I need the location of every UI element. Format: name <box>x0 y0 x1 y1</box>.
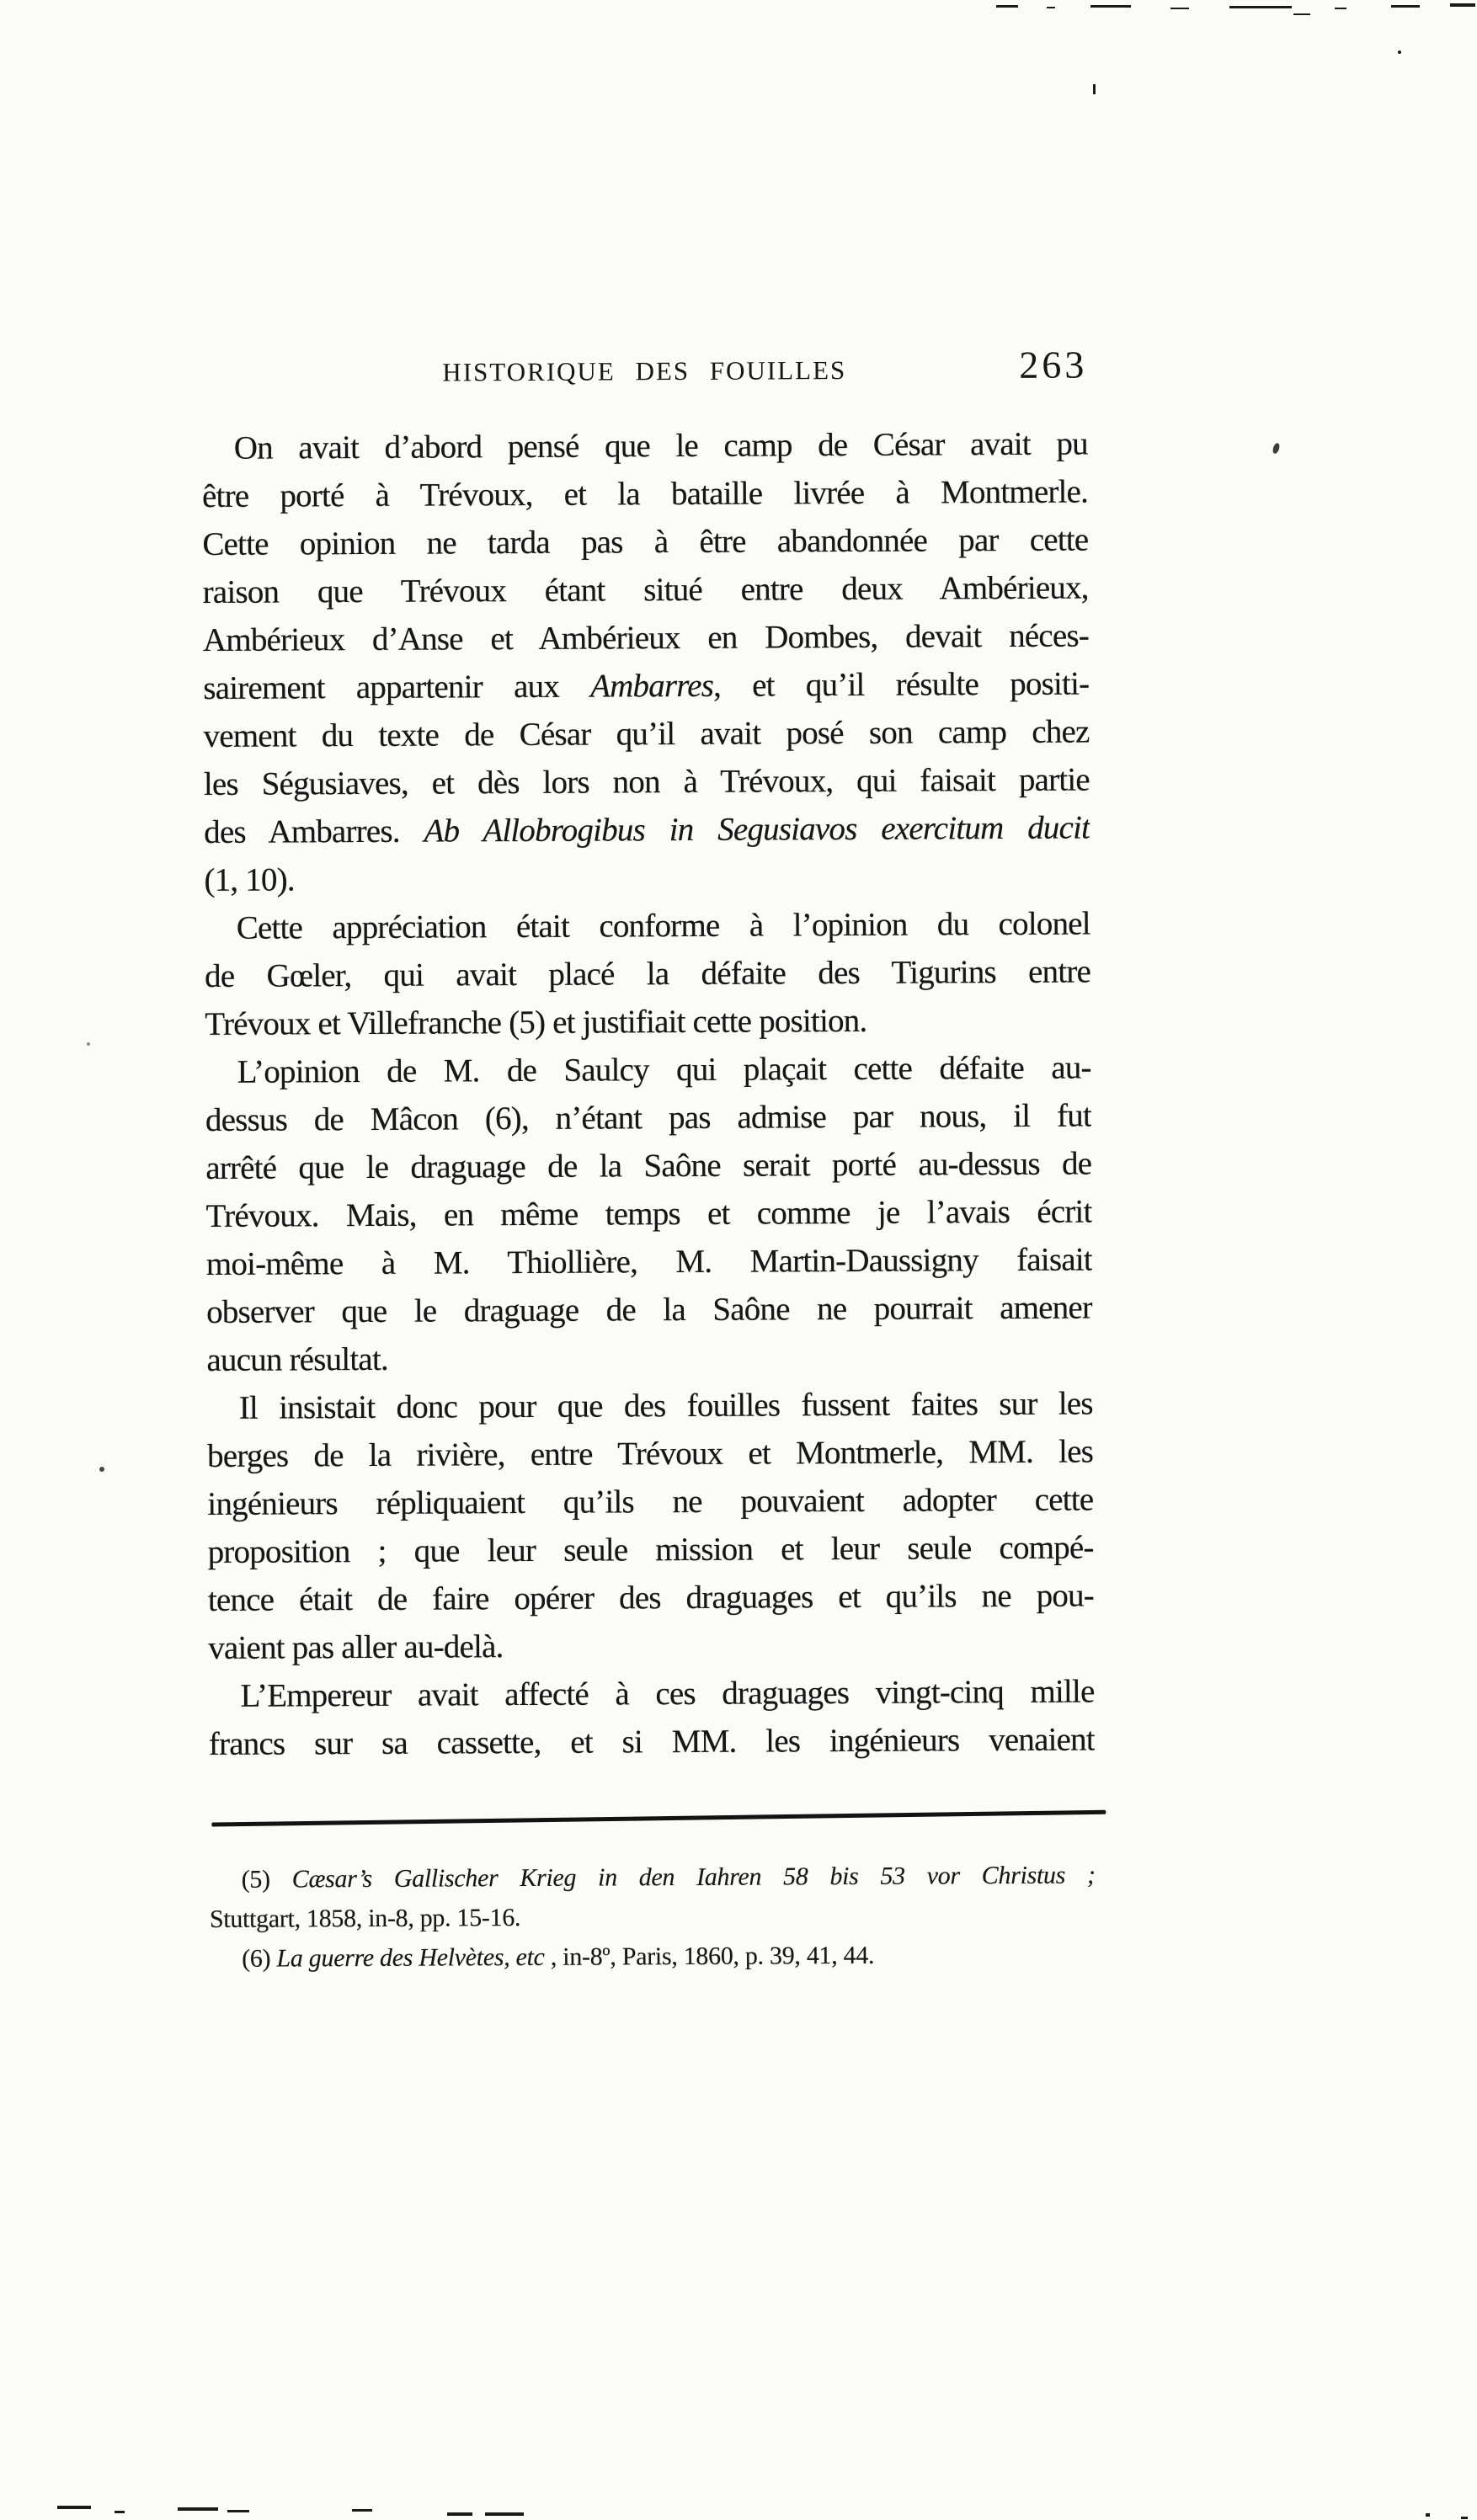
body-text <box>202 419 1095 1767</box>
text-run: Ambérieux d’Anse et Ambérieux en Dombes, devait néces- <box>202 617 1090 658</box>
text-run: raison que Trévoux étant situé entre deux Ambérieux, <box>202 569 1089 610</box>
text-run: Cette appréciation était conforme à l’opinion du colonel <box>236 905 1090 946</box>
scan-artifact <box>115 2511 125 2513</box>
scan-artifact <box>352 2509 372 2512</box>
text-run: francs sur sa cassette, et si MM. les ingénieurs venaient <box>208 1721 1095 1762</box>
scan-artifact <box>1391 5 1420 8</box>
scan-artifact <box>1229 6 1292 8</box>
text-line <box>204 803 1090 856</box>
text-line <box>202 419 1088 472</box>
footnotes <box>210 1855 1096 1979</box>
footnote-line <box>210 1855 1096 1899</box>
text-line <box>206 1331 1092 1384</box>
text-line <box>203 707 1089 760</box>
text-run: , in-8º, Paris, 1860, p. 39, 41, 44. <box>544 1941 875 1971</box>
text-run: (1, 10). <box>204 861 295 898</box>
page-content <box>200 0 1099 2520</box>
scan-artifact <box>1090 5 1131 8</box>
scan-artifact <box>57 2506 91 2509</box>
text-run: L’Empereur avait affecté à ces draguages vingt-cinq mille <box>240 1673 1095 1714</box>
text-line <box>205 1139 1091 1192</box>
text-run: vement du texte de César qu’il avait posé son camp chez <box>203 713 1090 754</box>
text-line <box>203 659 1089 712</box>
text-run: ingénieurs répliquaient qu’ils ne pouvaient adopter cette <box>207 1481 1094 1522</box>
page-header <box>201 344 1087 399</box>
text-run: Trévoux. Mais, en même temps et comme je l’avais écrit <box>205 1193 1092 1234</box>
scan-artifact <box>996 5 1018 8</box>
italic-run: Ambarres <box>589 667 714 705</box>
text-run: Stuttgart, 1858, in-8, pp. 15-16. <box>209 1904 521 1933</box>
text-line <box>202 467 1088 520</box>
footnote-line <box>210 1934 1096 1979</box>
text-run: observer que le draguage de la Saône ne pourrait amener <box>206 1289 1093 1330</box>
scan-artifact <box>1272 442 1281 455</box>
text-line <box>204 755 1090 808</box>
text-line <box>205 899 1090 952</box>
text-line <box>203 611 1089 664</box>
text-run: sairement appartenir aux <box>203 668 591 706</box>
text-line <box>202 515 1088 568</box>
text-run: On avait d’abord pensé que le camp de César avait pu <box>233 425 1088 466</box>
text-line <box>207 1379 1093 1432</box>
text-line <box>205 1187 1091 1240</box>
text-line <box>205 947 1090 1000</box>
italic-run: Ab Allobrogibus in Segusiavos exercitum ducit <box>424 809 1090 850</box>
scan-artifact <box>1093 84 1096 94</box>
text-run: , et qu’il résulte positi- <box>712 665 1090 704</box>
text-line <box>208 1523 1094 1576</box>
text-run: les Ségusiaves, et dès lors non à Trévoux, qui faisait partie <box>203 761 1090 802</box>
scan-artifact <box>99 1467 104 1472</box>
italic-run: La guerre des Helvètes, etc <box>276 1942 545 1973</box>
text-line <box>206 1283 1092 1336</box>
italic-run: Cæsar’s Gallischer Krieg in den Iahren 58 bis 53 vor Christus ; <box>291 1861 1096 1894</box>
text-line <box>208 1571 1094 1624</box>
text-run: L’opinion de M. de Saulcy qui plaçait cette défaite au- <box>237 1049 1091 1090</box>
scan-artifact <box>1170 8 1189 9</box>
running-title: HISTORIQUE DES FOUILLES <box>442 354 847 387</box>
text-run: être porté à Trévoux, et la bataille livrée à Montmerle. <box>201 473 1089 514</box>
scan-artifact <box>227 2510 249 2512</box>
text-line <box>205 995 1090 1048</box>
scan-artifact <box>1335 8 1346 9</box>
text-line <box>207 1475 1093 1528</box>
text-run: moi-même à M. Thiollière, M. Martin-Daussigny faisait <box>205 1241 1092 1282</box>
scan-artifact <box>1450 3 1475 7</box>
text-line <box>207 1427 1093 1480</box>
text-run: proposition ; que leur seule mission et leur seule compé- <box>207 1529 1094 1570</box>
text-run: aucun résultat. <box>206 1340 388 1378</box>
text-line <box>209 1715 1095 1768</box>
footnote-number: (6) <box>242 1944 277 1973</box>
footnote-line <box>210 1894 1096 1939</box>
text-run: dessus de Mâcon (6), n’étant pas admise par nous, il fut <box>205 1097 1092 1138</box>
text-run: Il insistait donc pour que des fouilles fussent faites sur les <box>238 1385 1093 1426</box>
text-line <box>205 1091 1091 1144</box>
text-line <box>205 1043 1091 1096</box>
text-run: tence était de faire opérer des draguages et qu’ils ne pou- <box>207 1577 1095 1618</box>
text-run: des Ambarres. <box>204 812 424 850</box>
scan-artifact <box>1461 2517 1468 2519</box>
text-line <box>208 1619 1094 1672</box>
text-run: berges de la rivière, entre Trévoux et Montmerle, MM. les <box>206 1433 1094 1474</box>
scan-artifact <box>1293 13 1310 15</box>
text-run: Trévoux et Villefranche (5) et justifiait cette position. <box>205 1002 867 1042</box>
footnote-number: (5) <box>241 1865 292 1894</box>
text-line <box>208 1667 1094 1720</box>
text-line <box>206 1235 1092 1288</box>
scan-artifact <box>447 2512 472 2516</box>
scan-artifact <box>485 2512 524 2516</box>
text-run: de Gœler, qui avait placé la défaite des Tigurins entre <box>204 953 1091 994</box>
scan-artifact <box>1398 51 1401 54</box>
footnote-separator <box>211 1810 1106 1827</box>
text-run: arrêté que le draguage de la Saône serait porté au-dessus de <box>205 1145 1092 1186</box>
text-run: vaient pas aller au-delà. <box>208 1628 504 1666</box>
scan-artifact <box>1426 2513 1430 2517</box>
scan-artifact <box>178 2507 218 2511</box>
text-run: Cette opinion ne tarda pas à être abandonnée par cette <box>202 521 1089 562</box>
page-number: 263 <box>1019 343 1088 386</box>
text-line <box>204 851 1090 904</box>
text-line <box>203 563 1089 616</box>
scan-artifact <box>1047 7 1055 8</box>
scan-artifact <box>87 1042 90 1046</box>
